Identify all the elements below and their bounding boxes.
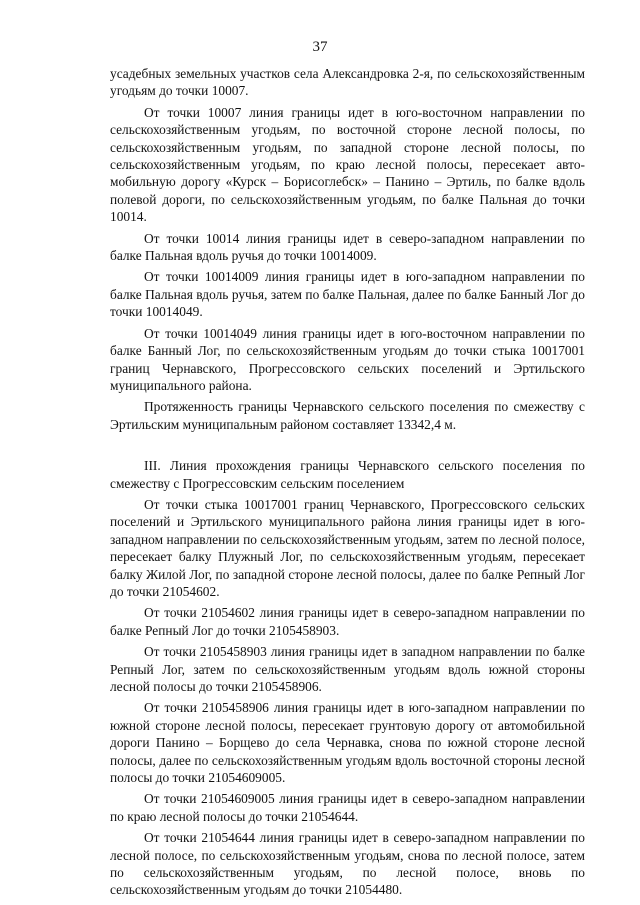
paragraph-point-21054644: От точки 21054644 линия границы идет в северо-западном направлении по лесной полосе, по сельскохозяйственным угодьям, снова по лесной полосе, затем по сельскохозяйственным угодьям, по лесной полосе, вновь по сельскохозяйственным угодьям до точки 21054480. — [110, 830, 585, 898]
paragraph-point-10014049: От точки 10014049 линия границы идет в юго-восточном направлении по балке Банный Лог, по сельскохозяйственным угодьям до точки стыка 10017001 границ Чернавского, Прогрессовского сельских поселений и Эртильского муниципального района. — [110, 325, 585, 393]
paragraph-junction-10017001: От точки стыка 10017001 границ Чернавского, Прогрессовского сельских поселений и Эртильского муниципального района линия границы идет в юго-западном направлении по сельскохозяйственным угодьям, затем по лесной полосе, пересекает балку Плужный Лог, по сельскохозяйственным угодьям, пересекает балку Жилой Лог, по западной стороне лесной полосы, далее по балке Репный Лог до точки 21054602. — [110, 496, 585, 599]
paragraph-point-10007: От точки 10007 линия границы идет в юго-восточном направлении по сельскохозяйственным угодьям, по восточной стороне лесной полосы, по сельскохозяйственным угодьям, по западной стороне лесной полосы, по сельскохозяйственным угодьям, по краю лесной полосы, пересекает автомобильную дорогу «Курск – Борисоглебск» – Панино – Эртиль, по балке вдоль полевой дороги, по сельскохозяйственным угодьям, по балке Пальная до точки 10014. — [110, 104, 585, 225]
paragraph-point-2105458903: От точки 2105458903 линия границы идет в западном направлении по балке Репный Лог, затем по сельскохозяйственным угодьям вдоль южной стороны лесной полосы до точки 2105458906. — [110, 644, 585, 694]
paragraph-point-10014009: От точки 10014009 линия границы идет в юго-западном направлении по балке Пальная вдоль ручья, затем по балке Пальная, далее по балке Банный Лог до точки 10014049. — [110, 269, 585, 320]
paragraph-point-21054602: От точки 21054602 линия границы идет в северо-западном направлении по балке Репный Лог до точки 2105458903. — [110, 605, 585, 638]
paragraph-point-21054609005: От точки 21054609005 линия границы идет в северо-западном направлении по краю лесной полосы до точки 21054644. — [110, 791, 585, 824]
page-number: 37 — [312, 39, 328, 55]
paragraph-continuation: усадебных земельных участков села Александровка 2-я, по сельскохозяйственным угодьям до точки 10007. — [110, 66, 585, 99]
paragraph-point-2105458906: От точки 2105458906 линия границы идет в юго-западном направлении по южной стороне лесной полосы, пересекает грунтовую дорогу от автомобильной дороги Панино – Борщево до села Чернавка, снова по южной стороне лесной полосы, далее по сельскохозяйственным угодьям вдоль восточной стороны лесной полосы до точки 21054609005. — [110, 700, 585, 786]
document-body — [110, 65, 585, 903]
section-heading-iii: III. Линия прохождения границы Чернавского сельского поселения по смежеству с Прогрессовским сельским поселением — [110, 458, 585, 491]
paragraph-border-length: Протяженность границы Чернавского сельского поселения по смежеству с Эртильским муниципальным районом составляет 13342,4 м. — [110, 399, 585, 432]
paragraph-point-10014: От точки 10014 линия границы идет в северо-западном направлении по балке Пальная вдоль ручья до точки 10014009. — [110, 230, 585, 264]
